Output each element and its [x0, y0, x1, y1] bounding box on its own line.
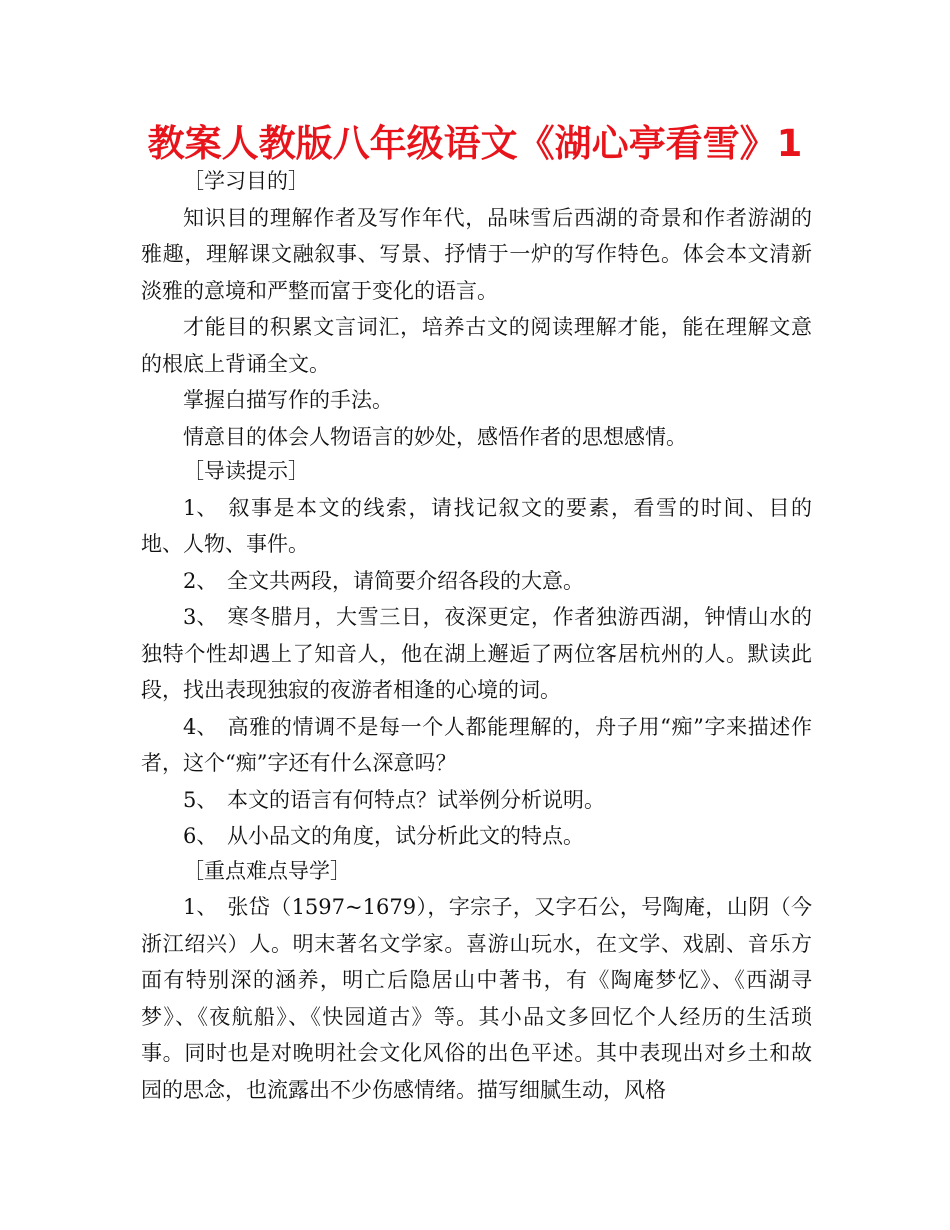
section-heading-focus: ［重点难点导学］: [183, 858, 351, 883]
list-item-text: 高雅的情调不是每一个人都能理解的，舟子用“痴”字来描述作者，这个“痴”字还有什么深意吗？: [141, 714, 812, 775]
document-body: [141, 165, 812, 1108]
list-item-text: 本文的语言有何特点？试举例分析说明。: [227, 787, 605, 812]
list-item-text: 全文共两段，请简要介绍各段的大意。: [227, 568, 584, 593]
section-heading-guide: ［导读提示］: [183, 459, 309, 483]
list-item-text: 张岱（1597~1679），字宗子，又字石公，号陶庵，山阴（今浙江绍兴）人。明末著名文学家。喜游山玩水，在文学、戏剧、音乐方面有特别深的涵养，明亡后隐居山中著书，有《陶庵梦忆》、《西湖寻梦》、《夜航船》、《快园道古》等。其小品文多回忆个人经历的生活琐事。同时也是对晚明社会文化风俗的出色平述。其中表现出对乡土和故园的思念，也流露出不少伤感情绪。描写细腻生动，风格: [141, 895, 812, 1102]
list-item-number: 4、: [183, 714, 218, 739]
list-item-number: 3、: [183, 605, 218, 629]
section-heading-goals: ［学习目的］: [183, 169, 309, 193]
list-item-text: 寒冬腊月，大雪三日，夜深更定，作者独游西湖，钟情山水的独特个性却遇上了知音人，他在湖上邂逅了两位客居杭州的人。默读此段，找出表现独寂的夜游者相逢的心境的词。: [141, 605, 812, 702]
list-item: [141, 889, 812, 1108]
list-item: [141, 599, 812, 709]
list-item-number: 1、: [183, 895, 218, 919]
list-item: [141, 818, 812, 855]
list-item-number: 1、: [183, 495, 218, 520]
list-item-text: 叙事是本文的线索，请找记叙文的要素，看雪的时间、目的地、人物、事件。: [141, 495, 812, 556]
list-item-number: 2、: [183, 568, 218, 593]
list-item: [141, 709, 812, 782]
paragraph-emotion-goal: 情意目的体会人物语言的妙处，感悟作者的思想感情。: [183, 424, 687, 449]
paragraph-ability-goal: 才能目的积累文言词汇，培养古文的阅读理解才能，能在理解文意的根底上背诵全文。: [141, 315, 812, 376]
document-title: 教案人教版八年级语文《湖心亭看雪》1: [147, 122, 803, 165]
list-item: [141, 782, 812, 819]
paragraph-knowledge-goal: 知识目的理解作者及写作年代，品味雪后西湖的奇景和作者游湖的雅趣，理解课文融叙事、写景、抒情于一炉的写作特色。体会本文清新淡雅的意境和严整而富于变化的语言。: [141, 205, 812, 303]
list-item-text: 从小品文的角度，试分析此文的特点。: [227, 824, 584, 848]
list-item-number: 5、: [183, 787, 218, 812]
list-item: [141, 490, 812, 563]
list-item: [141, 563, 812, 600]
list-item-number: 6、: [183, 824, 218, 848]
paragraph-method-goal: 掌握白描写作的手法。: [183, 388, 393, 412]
